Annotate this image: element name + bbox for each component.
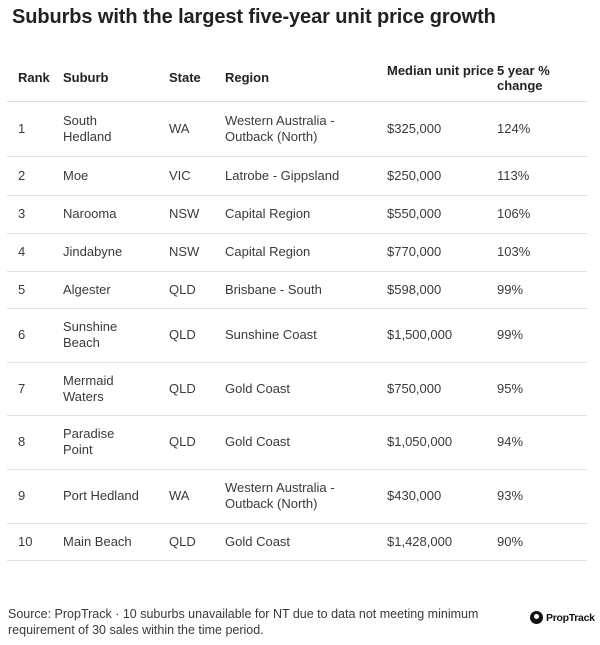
change-cell: 99%: [497, 308, 587, 362]
state-cell: QLD: [169, 523, 225, 560]
suburb-cell-text: Sunshine Beach: [63, 319, 118, 350]
column-header-five-year-change: 5 year % change: [497, 54, 587, 101]
region-cell-text: Western Australia - Outback (North): [225, 480, 335, 511]
suburb-cell: [63, 523, 169, 560]
suburb-cell: [63, 308, 169, 362]
state-cell: QLD: [169, 308, 225, 362]
suburb-cell: [63, 233, 169, 271]
median-price-cell: $325,000: [387, 101, 497, 156]
state-cell: WA: [169, 469, 225, 523]
rank-cell: 1: [7, 101, 63, 156]
change-cell: 124%: [497, 101, 587, 156]
state-cell: QLD: [169, 362, 225, 415]
table-row: [7, 233, 587, 271]
chart-title: Suburbs with the largest five-year unit price growth: [12, 6, 496, 28]
suburb-cell-text: Main Beach: [63, 533, 132, 549]
region-cell: [225, 156, 387, 195]
region-cell: [225, 195, 387, 233]
suburb-cell-text: Algester: [63, 281, 111, 297]
median-price-cell: $1,050,000: [387, 415, 497, 469]
suburb-cell-text: Narooma: [63, 206, 117, 221]
change-cell: 94%: [497, 415, 587, 469]
suburb-cell: [63, 415, 169, 469]
suburb-cell-text: Jindabyne: [63, 244, 123, 259]
change-cell: 106%: [497, 195, 587, 233]
proptrack-logo: [530, 611, 595, 624]
suburb-cell-text: South Hedland: [63, 112, 112, 144]
region-cell-text: Gold Coast: [225, 434, 291, 449]
table-row: [7, 156, 587, 195]
rank-cell: 9: [7, 469, 63, 523]
region-cell: [225, 415, 387, 469]
change-cell: 90%: [497, 523, 587, 560]
suburb-cell-text: Paradise Point: [63, 426, 115, 457]
suburb-cell: [63, 469, 169, 523]
region-cell-text: Gold Coast: [225, 380, 291, 396]
rank-cell: 5: [7, 271, 63, 308]
median-price-cell: $430,000: [387, 469, 497, 523]
table-row: [7, 362, 587, 415]
table-row: [7, 469, 587, 523]
column-header-median-unit-price: Median unit price: [387, 54, 497, 101]
rank-cell: 3: [7, 195, 63, 233]
state-cell: QLD: [169, 271, 225, 308]
state-cell: NSW: [169, 233, 225, 271]
table-row: [7, 415, 587, 469]
median-price-cell: $550,000: [387, 195, 497, 233]
median-price-cell: $750,000: [387, 362, 497, 415]
region-cell-text: Capital Region: [225, 206, 311, 221]
change-cell: 95%: [497, 362, 587, 415]
median-price-cell: $250,000: [387, 156, 497, 195]
table-header-row: [7, 54, 587, 101]
table-row: [7, 523, 587, 560]
change-cell: 103%: [497, 233, 587, 271]
median-price-cell: $770,000: [387, 233, 497, 271]
suburb-cell: [63, 195, 169, 233]
table-row: [7, 101, 587, 156]
region-cell: [225, 362, 387, 415]
suburb-cell: [63, 271, 169, 308]
source-note: Source: PropTrack · 10 suburbs unavailable for NT due to data not meeting minimum requirement of 30 sales within the time period.: [8, 607, 479, 637]
region-cell: [225, 233, 387, 271]
rank-cell: 2: [7, 156, 63, 195]
change-cell: 99%: [497, 271, 587, 308]
change-cell: 93%: [497, 469, 587, 523]
state-cell: WA: [169, 101, 225, 156]
column-header-region: Region: [225, 54, 387, 101]
region-cell-text: Gold Coast: [225, 533, 291, 549]
region-cell: [225, 101, 387, 156]
region-cell: [225, 271, 387, 308]
median-price-cell: $598,000: [387, 271, 497, 308]
column-header-state: State: [169, 54, 225, 101]
region-cell: [225, 469, 387, 523]
region-cell-text: Brisbane - South: [225, 281, 322, 297]
rank-cell: 8: [7, 415, 63, 469]
rank-cell: 10: [7, 523, 63, 560]
rank-cell: 7: [7, 362, 63, 415]
region-cell-text: Sunshine Coast: [225, 327, 317, 342]
rank-cell: 4: [7, 233, 63, 271]
column-header-suburb: Suburb: [63, 54, 169, 101]
suburb-cell: [63, 362, 169, 415]
suburb-cell-text: Port Hedland: [63, 488, 139, 503]
region-cell: [225, 523, 387, 560]
suburb-cell: [63, 101, 169, 156]
region-cell-text: Western Australia - Outback (North): [225, 112, 335, 144]
proptrack-logo-icon: [530, 611, 543, 624]
region-cell-text: Capital Region: [225, 244, 311, 259]
suburb-cell: [63, 156, 169, 195]
state-cell: QLD: [169, 415, 225, 469]
change-cell: 113%: [497, 156, 587, 195]
table-row: [7, 271, 587, 308]
suburb-cell-text: Moe: [63, 167, 89, 183]
rank-cell: 6: [7, 308, 63, 362]
table-row: [7, 195, 587, 233]
data-table: [7, 54, 587, 561]
median-price-cell: $1,500,000: [387, 308, 497, 362]
state-cell: NSW: [169, 195, 225, 233]
column-header-rank: Rank: [7, 54, 63, 101]
logo-text: PropTrack: [546, 611, 595, 624]
table-row: [7, 308, 587, 362]
state-cell: VIC: [169, 156, 225, 195]
suburb-cell-text: Mermaid Waters: [63, 372, 114, 404]
median-price-cell: $1,428,000: [387, 523, 497, 560]
region-cell-text: Latrobe - Gippsland: [225, 167, 340, 183]
region-cell: [225, 308, 387, 362]
